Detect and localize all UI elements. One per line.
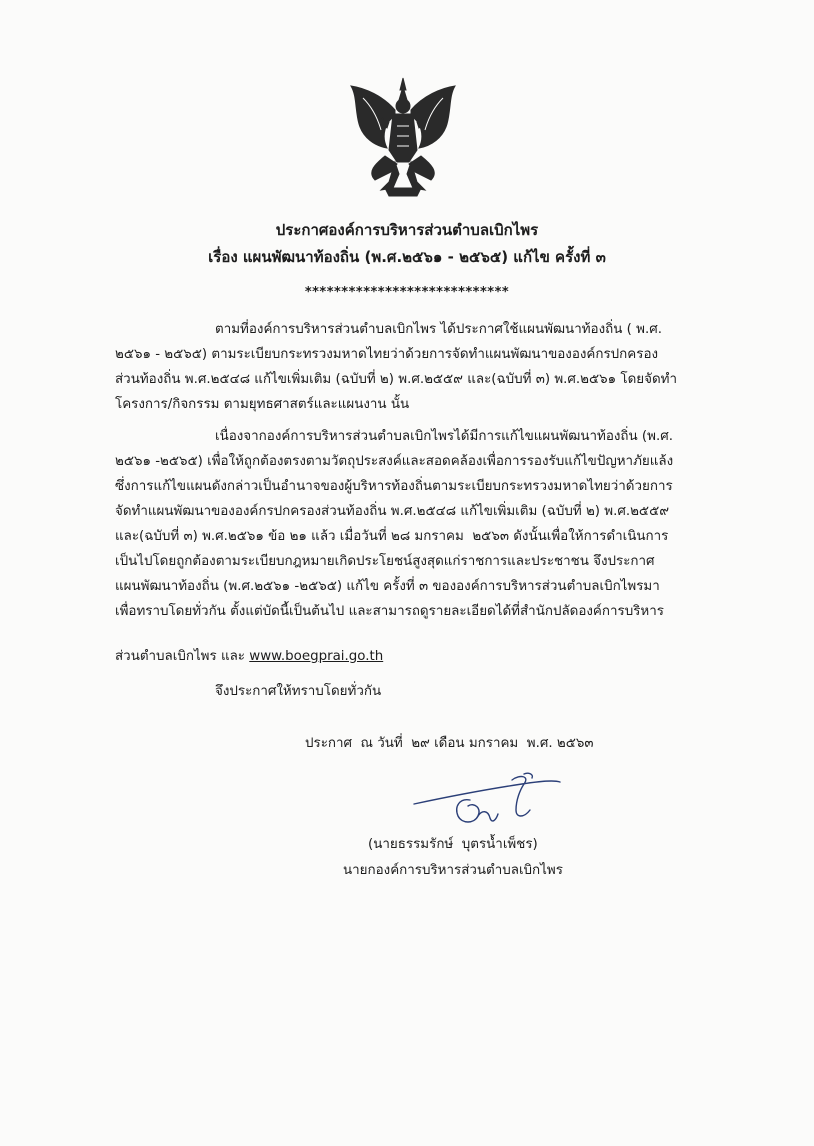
announcement-subject: เรื่อง แผนพัฒนาท้องถิ่น (พ.ศ.๒๕๖๑ - ๒๕๖๕) แก้ไข ครั้งที่ ๓ xyxy=(208,248,606,266)
paragraph-line: เป็นไปโดยถูกต้องตามระเบียบกฎหมายเกิดประโยชน์สูงสุดแก่ราชการและประชาชน จึงประกาศ xyxy=(115,554,655,569)
paragraph-line: แผนพัฒนาท้องถิ่น (พ.ศ.๒๕๖๑ -๒๕๖๕) แก้ไข ครั้งที่ ๓ ขององค์การบริหารส่วนตำบลเบิกไพรมา xyxy=(115,579,660,594)
paragraph-line: โครงการ/กิจกรรม ตามยุทธศาสตร์และแผนงาน นั้น xyxy=(115,397,410,412)
handwritten-signature xyxy=(412,770,562,830)
paragraph-line: เพื่อทราบโดยทั่วกัน ตั้งแต่บัดนี้เป็นต้นไป และสามารถดูรายละเอียดได้ที่สำนักปลัดองค์การบริหาร xyxy=(115,604,664,619)
paragraph-line: เนื่องจากองค์การบริหารส่วนตำบลเบิกไพรได้มีการแก้ไขแผนพัฒนาท้องถิ่น (พ.ศ. xyxy=(215,429,673,444)
paragraph-line: ๒๕๖๑ - ๒๕๖๕) ตามระเบียบกระทรวงมหาดไทยว่าด้วยการจัดทำแผนพัฒนาขององค์กรปกครอง xyxy=(115,347,659,362)
separator-stars: **************************** xyxy=(304,285,510,300)
paragraph-line: และ(ฉบับที่ ๓) พ.ศ.๒๕๖๑ ข้อ ๒๑ แล้ว เมื่อวันที่ ๒๘ มกราคม ๒๕๖๓ ดังนั้นเพื่อให้การดำเนินการ xyxy=(115,529,669,544)
website-link[interactable]: www.boegprai.go.th xyxy=(249,649,384,664)
paragraph-line: ๒๕๖๑ -๒๕๖๕) เพื่อให้ถูกต้องตรงตามวัตถุประสงค์และสอดคล้องเพื่อการรองรับแก้ไขปัญหาภัยแล้ง xyxy=(115,454,674,469)
announcement-title: ประกาศองค์การบริหารส่วนตำบลเบิกไพร xyxy=(275,221,539,239)
garuda-emblem-icon xyxy=(345,76,461,198)
paragraph-line: ซึ่งการแก้ไขแผนดังกล่าวเป็นอำนาจของผู้บริหารท้องถิ่นตามระเบียบกระทรวงมหาดไทยว่าด้วยการ xyxy=(115,479,673,494)
signer-name: (นายธรรมรักษ์ บุตรน้ำเพ็ชร) xyxy=(368,837,538,852)
paragraph-line: ส่วนท้องถิ่น พ.ศ.๒๕๔๘ แก้ไขเพิ่มเติม (ฉบับที่ ๒) พ.ศ.๒๕๕๙ และ(ฉบับที่ ๓) พ.ศ.๒๕๖๑ โดยจัดทำ xyxy=(115,372,678,387)
paragraph-line-prefix: ส่วนตำบลเบิกไพร และ xyxy=(115,649,250,664)
paragraph-line xyxy=(115,647,383,667)
signer-position: นายกองค์การบริหารส่วนตำบลเบิกไพร xyxy=(343,863,563,878)
closing-statement: จึงประกาศให้ทราบโดยทั่วกัน xyxy=(215,684,382,699)
paragraph-line: จัดทำแผนพัฒนาขององค์กรปกครองส่วนท้องถิ่น พ.ศ.๒๕๔๘ แก้ไขเพิ่มเติม (ฉบับที่ ๒) พ.ศ.๒๕๕๙ xyxy=(115,504,670,519)
announcement-date: ประกาศ ณ วันที่ ๒๙ เดือน มกราคม พ.ศ. ๒๕๖๓ xyxy=(305,736,594,751)
paragraph-line: ตามที่องค์การบริหารส่วนตำบลเบิกไพร ได้ประกาศใช้แผนพัฒนาท้องถิ่น ( พ.ศ. xyxy=(215,322,662,337)
